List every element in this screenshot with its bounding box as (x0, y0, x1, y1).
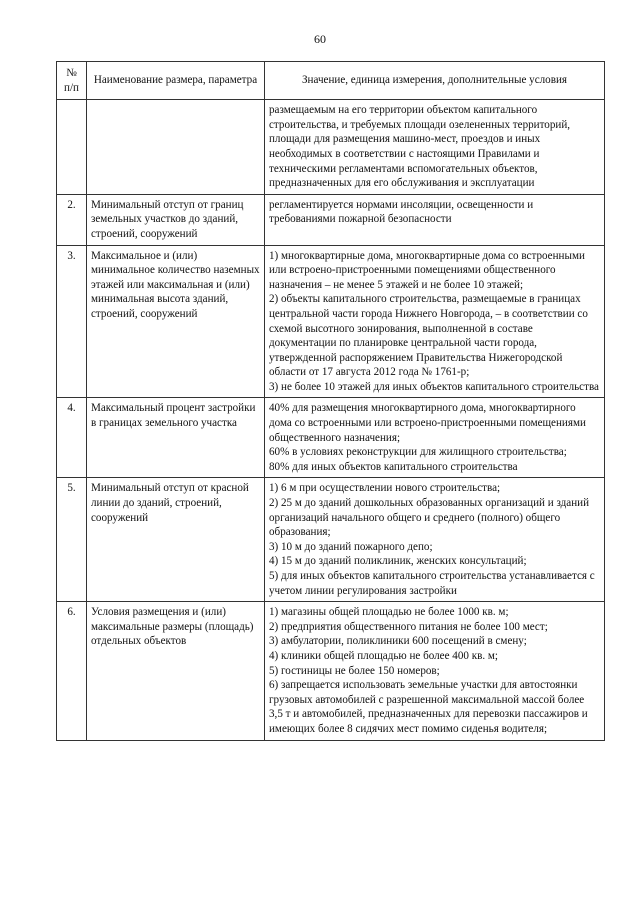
parameter-value-line: 4) 15 м до зданий поликлиник, женских консультаций; (269, 555, 527, 568)
table-row (57, 194, 605, 245)
parameter-name (87, 602, 265, 740)
parameter-name (87, 245, 265, 398)
parameter-value (265, 245, 605, 398)
header-num (57, 62, 87, 100)
parameter-value-line: 3) 10 м до зданий пожарного депо; (269, 540, 433, 553)
page-number: 60 (314, 32, 326, 46)
parameter-name-text: Максимальный процент застройки в границах земельного участка (91, 402, 256, 430)
parameter-value (265, 100, 605, 195)
parameter-value-line: 5) гостиницы не более 150 номеров; (269, 664, 440, 677)
parameter-value-line: 3) не более 10 этажей для иных объектов капитального строительства (269, 380, 599, 393)
row-number: 3. (57, 245, 87, 398)
parameter-name-text: Минимальный отступ от границ земельных участков до зданий, строений, сооружений (91, 198, 244, 240)
row-number: 6. (57, 602, 87, 740)
parameter-value-line: регламентируется нормами инсоляции, освещенности и требованиями пожарной безопасности (269, 198, 534, 226)
table-row (57, 100, 605, 195)
parameter-value-line: 2) объекты капитального строительства, размещаемые в границах центральной части города Нижнего Новгорода, – в соответствии со схемой высотного зонирования, выполненной в составе документации по планировке центральной части города, утвержденной распоряжением Правительства Нижегородской области от 17 августа 2012 года № 1761-р; (269, 293, 588, 379)
parameter-name (87, 478, 265, 602)
parameter-value-line: 2) предприятия общественного питания не более 100 мест; (269, 620, 548, 633)
parameter-value (265, 478, 605, 602)
parameter-value-line: 60% в условиях реконструкции для жилищного строительства; (269, 446, 567, 459)
table-header-row (57, 62, 605, 100)
parameter-value (265, 398, 605, 478)
parameter-value-line: 5) для иных объектов капитального строительства устанавливается с учетом линии регулирования застройки (269, 570, 595, 597)
parameter-name (87, 100, 265, 195)
header-name: Наименование размера, параметра (87, 62, 265, 100)
parameter-name-text: Условия размещения и (или) максимальные размеры (площадь) отдельных объектов (91, 606, 254, 648)
parameter-value-line: размещаемым на его территории объектом капитального строительства, и требуемых площади озелененных территорий, площади для размещения машино-мест, проездов и иных необходимых в соответствии с настоящими Правилами и техническими регламентами вспомогательных объектов, предназначенных для его обслуживания и эксплуатации (269, 104, 571, 190)
parameter-name (87, 398, 265, 478)
parameter-value-line: 80% для иных объектов капитального строительства (269, 460, 518, 473)
parameter-value-line: 6) запрещается использовать земельные участки для автостоянки грузовых автомобилей с разрешенной максимальной массой более 3,5 т и автомобилей, предназначенных для перевозки пассажиров и имеющих более 8 сидячих мест помимо сиденья водителя; (269, 679, 588, 735)
header-value: Значение, единица измерения, дополнительные условия (265, 62, 605, 100)
parameter-value-line: 2) 25 м до зданий дошкольных образованных организаций и зданий организаций начального общего и среднего (полного) общего образования; (269, 497, 590, 539)
parameter-name (87, 194, 265, 245)
row-number: 5. (57, 478, 87, 602)
parameter-value-line: 4) клиники общей площадью не более 400 кв. м; (269, 649, 498, 662)
parameter-name-text: Минимальный отступ от красной линии до зданий, строений, сооружений (91, 482, 249, 524)
parameter-value (265, 194, 605, 245)
table-row (57, 398, 605, 478)
row-number: 2. (57, 194, 87, 245)
parameter-value-line: 1) многоквартирные дома, многоквартирные дома со встроенными или встроено-пристроенными помещениями общественного назначения – не менее 5 этажей и не более 10 этажей; (269, 249, 585, 291)
parameter-value-line: 1) магазины общей площадью не более 1000 кв. м; (269, 606, 509, 619)
table-body (57, 100, 605, 740)
parameter-name-text: Максимальное и (или) минимальное количество наземных этажей или максимальная и (или) минимальная высота зданий, строений, сооружений (91, 249, 260, 320)
row-number: 4. (57, 398, 87, 478)
table-row (57, 478, 605, 602)
parameter-value-line: 1) 6 м при осуществлении нового строительства; (269, 482, 501, 495)
header-num-line1: № (66, 67, 77, 79)
parameters-table (56, 61, 605, 741)
header-num-line2: п/п (64, 81, 79, 94)
parameter-value (265, 602, 605, 740)
row-number (57, 100, 87, 195)
parameter-value-line: 40% для размещения многоквартирного дома, многоквартирного дома со встроенными или встроено-пристроенными помещениями общественного назначения; (269, 402, 586, 444)
table-row (57, 602, 605, 740)
table-row (57, 245, 605, 398)
parameter-value-line: 3) амбулатории, поликлиники 600 посещений в смену; (269, 635, 527, 648)
